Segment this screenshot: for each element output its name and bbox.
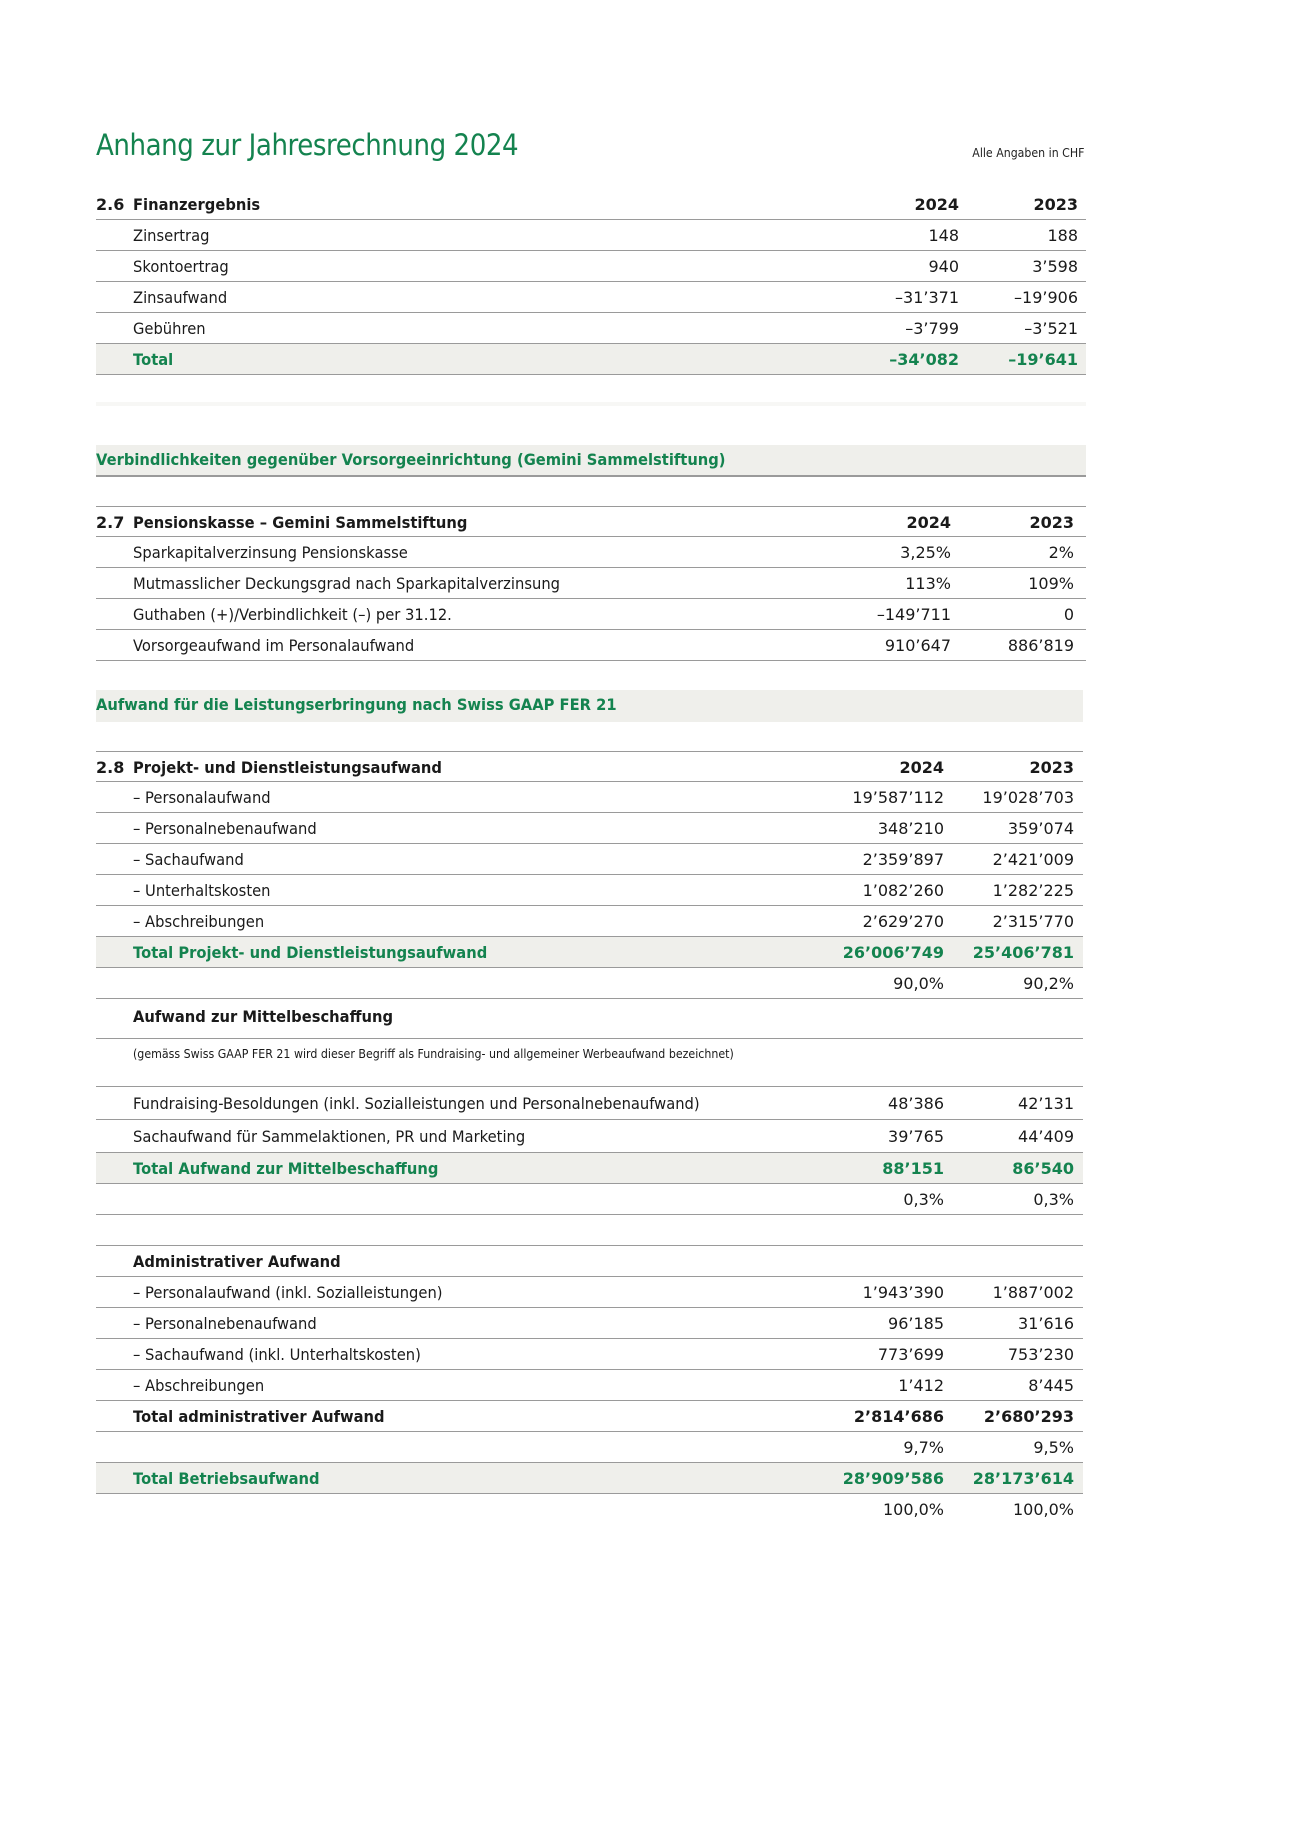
note-text: (gemäss Swiss GAAP FER 21 wird dieser Begriff als Fundraising- und allgemeiner Werbeaufwand bezeichnet) — [133, 1047, 734, 1061]
value-2023: 8’445 — [1028, 1376, 1074, 1395]
share-2023: 9,5% — [1033, 1438, 1074, 1457]
grand-total-row — [96, 1463, 1083, 1494]
value-2023: 0 — [1063, 605, 1074, 624]
value-2023: 19’028’703 — [982, 788, 1074, 807]
value-2024: 910’647 — [884, 636, 951, 655]
value-2024: 2’359’897 — [862, 850, 944, 869]
value-2023: 886’819 — [1007, 636, 1074, 655]
value-2023: –3’521 — [1024, 319, 1078, 338]
subtotal-2024: 2’814’686 — [853, 1407, 944, 1426]
subsection-title: Administrativer Aufwand — [133, 1252, 341, 1271]
total-2024: 26’006’749 — [842, 943, 944, 962]
value-2023: 31’616 — [1018, 1314, 1074, 1333]
spacer-band — [96, 402, 1086, 406]
value-2023: 44’409 — [1018, 1127, 1074, 1146]
value-2024: 1’082’260 — [862, 881, 944, 900]
table-row — [96, 313, 1086, 344]
subtotal-label: Total administrativer Aufwand — [133, 1407, 385, 1426]
row-label: – Abschreibungen — [133, 912, 265, 931]
unit-note: Alle Angaben in CHF — [971, 145, 1084, 160]
section-number: 2.7 — [96, 513, 125, 532]
value-2024: –3’799 — [905, 319, 959, 338]
row-label: Zinsertrag — [133, 226, 210, 245]
subtotal-row — [96, 1401, 1083, 1432]
section-band-leistungserbringung — [96, 690, 1083, 722]
column-header-2023: 2023 — [1029, 758, 1074, 777]
row-label: – Personalnebenaufwand — [133, 819, 317, 838]
band-title: Aufwand für die Leistungserbringung nach Swiss GAAP FER 21 — [96, 695, 617, 714]
share-row — [96, 1184, 1083, 1215]
value-2024: 96’185 — [888, 1314, 944, 1333]
row-label: – Sachaufwand (inkl. Unterhaltskosten) — [133, 1345, 421, 1364]
column-header-2023: 2023 — [1029, 513, 1074, 532]
value-2024: –149’711 — [876, 605, 951, 624]
table-row — [96, 537, 1086, 568]
value-2024: 148 — [928, 226, 959, 245]
table-row — [96, 282, 1086, 313]
value-2024: 113% — [905, 574, 951, 593]
table-row — [96, 844, 1083, 875]
subsection-header-administrativ — [96, 1246, 1083, 1277]
finanzergebnis-table — [96, 189, 1086, 375]
row-label: Skontoertrag — [133, 257, 229, 276]
total-2023: –19’641 — [1008, 350, 1078, 369]
row-label: Fundraising-Besoldungen (inkl. Sozialleistungen und Personalnebenaufwand) — [133, 1094, 700, 1113]
share-2023: 0,3% — [1033, 1190, 1074, 1209]
table-row — [96, 568, 1086, 599]
subtotal-2023: 2’680’293 — [983, 1407, 1074, 1426]
pensionskasse-table — [96, 506, 1086, 661]
total-2024: 28’909’586 — [842, 1469, 944, 1488]
table-row — [96, 1339, 1083, 1370]
value-2024: 348’210 — [877, 819, 944, 838]
value-2024: 39’765 — [888, 1127, 944, 1146]
table-header-row — [96, 189, 1086, 220]
value-2023: 1’282’225 — [992, 881, 1074, 900]
total-row — [96, 1153, 1083, 1184]
table-row — [96, 1087, 1083, 1120]
subsection-note — [96, 1039, 1083, 1087]
column-header-2024: 2024 — [906, 513, 951, 532]
value-2023: 2’421’009 — [992, 850, 1074, 869]
row-label: Gebühren — [133, 319, 206, 338]
row-label: – Personalaufwand — [133, 788, 271, 807]
row-label: – Personalnebenaufwand — [133, 1314, 317, 1333]
table-row — [96, 782, 1083, 813]
value-2024: –31’371 — [895, 288, 959, 307]
value-2023: 2’315’770 — [992, 912, 1074, 931]
table-header-row — [96, 506, 1086, 537]
share-2024: 100,0% — [882, 1500, 944, 1519]
value-2023: 109% — [1028, 574, 1074, 593]
value-2023: 753’230 — [1007, 1345, 1074, 1364]
row-label: Vorsorgeaufwand im Personalaufwand — [133, 636, 415, 655]
value-2024: 3,25% — [900, 543, 951, 562]
share-2024: 9,7% — [903, 1438, 944, 1457]
value-2023: 2% — [1048, 543, 1074, 562]
share-row — [96, 968, 1083, 999]
share-2024: 90,0% — [893, 974, 944, 993]
subsection-title: Aufwand zur Mittelbeschaffung — [133, 1007, 394, 1026]
total-2023: 25’406’781 — [972, 943, 1074, 962]
table-row — [96, 813, 1083, 844]
share-2024: 0,3% — [903, 1190, 944, 1209]
table-row — [96, 1120, 1083, 1153]
share-2023: 90,2% — [1023, 974, 1074, 993]
row-label: Guthaben (+)/Verbindlichkeit (–) per 31.12. — [133, 605, 452, 624]
projekt-table — [96, 751, 1083, 1525]
value-2023: –19’906 — [1014, 288, 1078, 307]
band-title: Verbindlichkeiten gegenüber Vorsorgeeinrichtung (Gemini Sammelstiftung) — [96, 450, 726, 469]
table-header-row — [96, 751, 1083, 782]
value-2023: 1’887’002 — [992, 1283, 1074, 1302]
table-row — [96, 220, 1086, 251]
column-header-2024: 2024 — [899, 758, 944, 777]
section-number: 2.8 — [96, 758, 125, 777]
table-row — [96, 630, 1086, 661]
value-2024: 1’412 — [898, 1376, 944, 1395]
subsection-header-mittelbeschaffung — [96, 999, 1083, 1039]
column-header-2024: 2024 — [914, 195, 959, 214]
row-label: Mutmasslicher Deckungsgrad nach Sparkapitalverzinsung — [133, 574, 561, 593]
total-label: Total Betriebsaufwand — [133, 1469, 320, 1488]
table-row — [96, 1370, 1083, 1401]
total-2023: 86’540 — [1012, 1159, 1074, 1178]
value-2023: 3’598 — [1032, 257, 1078, 276]
value-2024: 940 — [928, 257, 959, 276]
section-title: Pensionskasse – Gemini Sammelstiftung — [133, 513, 468, 532]
row-label: – Unterhaltskosten — [133, 881, 271, 900]
total-2023: 28’173’614 — [972, 1469, 1074, 1488]
section-number: 2.6 — [96, 195, 125, 214]
value-2024: 19’587’112 — [852, 788, 944, 807]
total-label: Total Aufwand zur Mittelbeschaffung — [133, 1159, 439, 1178]
total-row — [96, 344, 1086, 375]
row-label: – Sachaufwand — [133, 850, 244, 869]
total-label: Total — [133, 350, 174, 369]
total-2024: –34’082 — [889, 350, 959, 369]
value-2024: 2’629’270 — [862, 912, 944, 931]
total-2024: 88’151 — [882, 1159, 944, 1178]
table-row — [96, 875, 1083, 906]
value-2023: 188 — [1047, 226, 1078, 245]
table-row — [96, 1277, 1083, 1308]
table-row — [96, 1308, 1083, 1339]
row-label: Zinsaufwand — [133, 288, 228, 307]
table-row — [96, 599, 1086, 630]
table-row — [96, 906, 1083, 937]
table-row — [96, 251, 1086, 282]
page-title: Anhang zur Jahresrechnung 2024 — [96, 128, 519, 162]
total-label: Total Projekt- und Dienstleistungsaufwand — [133, 943, 488, 962]
row-label: – Abschreibungen — [133, 1376, 265, 1395]
share-2023: 100,0% — [1012, 1500, 1074, 1519]
blank-row — [96, 1215, 1083, 1246]
row-label: Sparkapitalverzinsung Pensionskasse — [133, 543, 408, 562]
value-2023: 42’131 — [1018, 1094, 1074, 1113]
value-2024: 48’386 — [888, 1094, 944, 1113]
section-title: Finanzergebnis — [133, 195, 261, 214]
section-band-vorsorge — [96, 445, 1086, 477]
share-row — [96, 1494, 1083, 1525]
share-row — [96, 1432, 1083, 1463]
value-2024: 773’699 — [877, 1345, 944, 1364]
row-label: Sachaufwand für Sammelaktionen, PR und Marketing — [133, 1127, 526, 1146]
total-row — [96, 937, 1083, 968]
value-2023: 359’074 — [1007, 819, 1074, 838]
column-header-2023: 2023 — [1033, 195, 1078, 214]
value-2024: 1’943’390 — [862, 1283, 944, 1302]
row-label: – Personalaufwand (inkl. Sozialleistungen) — [133, 1283, 443, 1302]
section-title: Projekt- und Dienstleistungsaufwand — [133, 758, 442, 777]
